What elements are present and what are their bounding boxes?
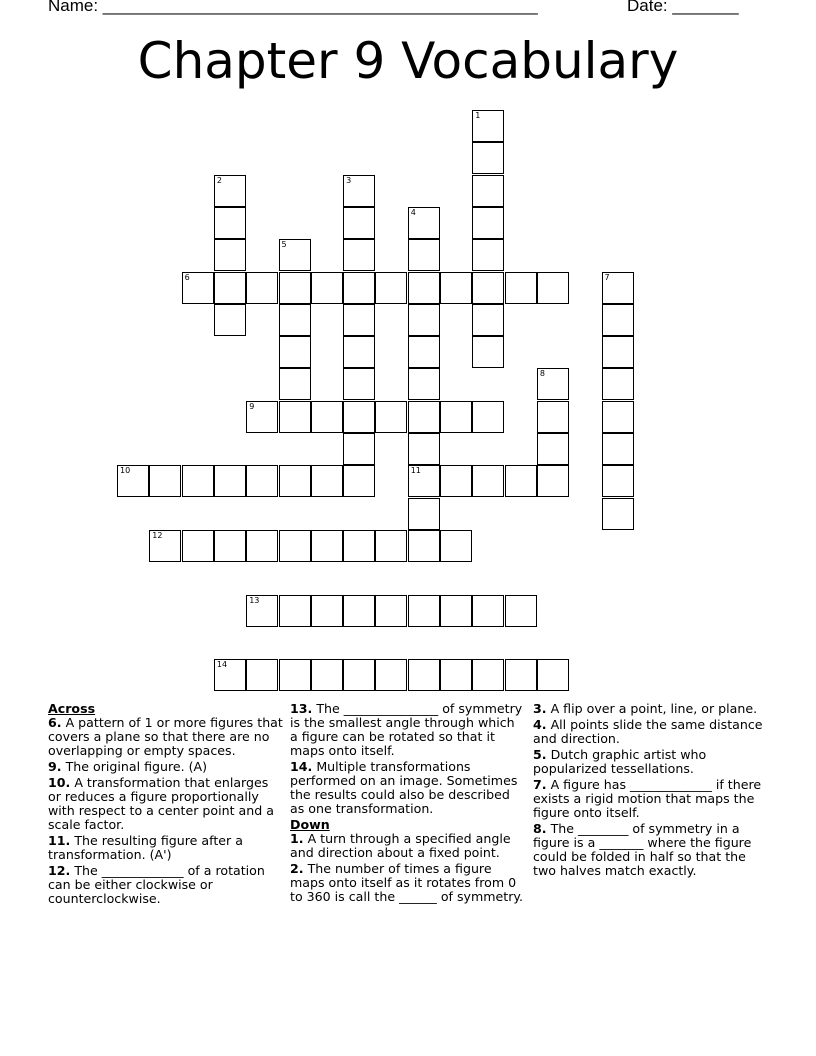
crossword-cell[interactable] [343, 659, 375, 691]
clue-down-1: 1. A turn through a specified angle and direction about a fixed point. [290, 831, 511, 860]
clue-down-7: 7. A figure has _____________ if there exists a rigid motion that maps the figure onto itself. [533, 777, 762, 820]
crossword-cell[interactable] [408, 304, 440, 336]
crossword-cell[interactable] [149, 465, 181, 497]
clue-number: 1 [475, 111, 481, 120]
crossword-cell[interactable] [375, 530, 407, 562]
clue-across-13: 13. The _______________ of symmetry is the smallest angle through which a figure can be rotated so that it maps onto itself. [290, 701, 523, 758]
clue-number: 5 [281, 240, 287, 250]
crossword-cell[interactable] [311, 272, 343, 304]
crossword-cell[interactable] [408, 401, 440, 433]
crossword-cell[interactable] [214, 304, 246, 336]
crossword-cell[interactable] [214, 465, 246, 497]
crossword-cell[interactable] [246, 595, 278, 627]
down-heading: Down [290, 817, 330, 832]
crossword-cell[interactable] [279, 595, 311, 627]
crossword-cell[interactable] [343, 368, 375, 400]
clue-number: 6 [184, 272, 190, 282]
crossword-cell[interactable] [602, 272, 634, 304]
clue-number: 3 [346, 175, 352, 185]
crossword-cell[interactable] [375, 401, 407, 433]
crossword-cell[interactable] [182, 272, 214, 304]
crossword-cell[interactable] [408, 498, 440, 530]
clue-column-1 [48, 702, 284, 908]
crossword-cell[interactable] [505, 595, 537, 627]
crossword-cell[interactable] [343, 272, 375, 304]
crossword-cell[interactable] [408, 530, 440, 562]
crossword-cell[interactable] [472, 239, 504, 271]
page-title: Chapter 9 Vocabulary [137, 32, 679, 90]
crossword-cell[interactable] [602, 433, 634, 465]
crossword-cell[interactable] [408, 659, 440, 691]
crossword-cell[interactable] [602, 465, 634, 497]
crossword-cell[interactable] [214, 659, 246, 691]
clue-down-3: 3. A flip over a point, line, or plane. [533, 701, 758, 716]
crossword-cell[interactable] [246, 659, 278, 691]
crossword-cell[interactable] [375, 659, 407, 691]
crossword-cell[interactable] [311, 595, 343, 627]
crossword-cell[interactable] [408, 465, 440, 497]
clue-number: 12 [152, 530, 163, 540]
crossword-cell[interactable] [472, 304, 504, 336]
crossword-cell[interactable] [537, 433, 569, 465]
clue-number: 13 [249, 595, 260, 605]
across-heading: Across [48, 701, 96, 716]
crossword-cell[interactable] [214, 207, 246, 239]
crossword-cell[interactable] [279, 530, 311, 562]
crossword-cell[interactable] [343, 530, 375, 562]
crossword-cell[interactable] [440, 272, 472, 304]
crossword-cell[interactable] [343, 401, 375, 433]
crossword-cell[interactable] [440, 530, 472, 562]
crossword-cell[interactable] [343, 239, 375, 271]
crossword-cell[interactable] [311, 465, 343, 497]
clue-down-4: 4. All points slide the same distance and direction. [533, 717, 763, 746]
crossword-cell[interactable] [408, 595, 440, 627]
crossword-cell[interactable] [246, 401, 278, 433]
crossword-cell[interactable] [311, 659, 343, 691]
crossword-cell[interactable] [246, 530, 278, 562]
crossword-cell[interactable] [279, 304, 311, 336]
crossword-cell[interactable] [311, 401, 343, 433]
crossword-cell[interactable] [472, 142, 504, 174]
crossword-cell[interactable] [279, 659, 311, 691]
crossword-cell[interactable] [440, 659, 472, 691]
crossword-cell[interactable] [440, 401, 472, 433]
clue-down-8: 8. The ________ of symmetry in a figure is a _______ where the figure could be folded in half so that the two halves match exactly. [533, 821, 752, 878]
crossword-cell[interactable] [602, 498, 634, 530]
crossword-cell[interactable] [537, 659, 569, 691]
crossword-cell[interactable] [472, 595, 504, 627]
crossword-cell[interactable] [408, 272, 440, 304]
clue-across-6: 6. A pattern of 1 or more figures that covers a plane so that there are no overlapping or empty spaces. [48, 715, 283, 758]
crossword-cell[interactable] [375, 595, 407, 627]
crossword-cell[interactable] [279, 239, 311, 271]
crossword-cell[interactable] [408, 336, 440, 368]
clue-number: 14 [216, 660, 228, 670]
crossword-cell[interactable] [472, 465, 504, 497]
name-field-label: Name: ______________________________________________ [48, 0, 538, 15]
crossword-cell[interactable] [343, 304, 375, 336]
crossword-cell[interactable] [214, 239, 246, 271]
crossword-cell[interactable] [279, 336, 311, 368]
clue-number: 7 [604, 272, 610, 282]
crossword-cell[interactable] [472, 401, 504, 433]
crossword-cell[interactable] [472, 207, 504, 239]
crossword-cell[interactable] [602, 304, 634, 336]
crossword-cell[interactable] [472, 659, 504, 691]
crossword-cell[interactable] [149, 530, 181, 562]
crossword-cell[interactable] [214, 175, 246, 207]
clue-column-2 [290, 702, 526, 906]
clue-down-5: 5. Dutch graphic artist who popularized tessellations. [533, 747, 707, 776]
crossword-cell[interactable] [505, 465, 537, 497]
crossword-cell[interactable] [537, 465, 569, 497]
crossword-cell[interactable] [182, 530, 214, 562]
crossword-cell[interactable] [343, 465, 375, 497]
crossword-cell[interactable] [279, 272, 311, 304]
crossword-cell[interactable] [472, 272, 504, 304]
crossword-cell[interactable] [440, 595, 472, 627]
crossword-cell[interactable] [602, 336, 634, 368]
crossword-cell[interactable] [311, 530, 343, 562]
clue-across-10: 10. A transformation that enlarges or reduces a figure proportionally with respect to a center point and a scale factor. [48, 775, 274, 832]
crossword-cell[interactable] [117, 465, 149, 497]
crossword-cell[interactable] [343, 336, 375, 368]
clue-across-9: 9. The original figure. (A) [48, 759, 208, 774]
clue-number: 4 [410, 207, 416, 217]
clue-across-14: 14. Multiple transformations performed on an image. Sometimes the results could also be described as one transformation. [290, 759, 518, 816]
crossword-cell[interactable] [343, 433, 375, 465]
clue-number: 11 [410, 466, 421, 476]
crossword-cell[interactable] [182, 465, 214, 497]
crossword-cell[interactable] [246, 272, 278, 304]
crossword-cell[interactable] [505, 659, 537, 691]
clue-column-3 [533, 702, 769, 880]
crossword-cell[interactable] [279, 368, 311, 400]
crossword-cell[interactable] [537, 272, 569, 304]
crossword-cell[interactable] [408, 433, 440, 465]
crossword-cell[interactable] [279, 465, 311, 497]
crossword-cell[interactable] [537, 401, 569, 433]
crossword-cell[interactable] [537, 368, 569, 400]
crossword-cell[interactable] [472, 110, 504, 142]
crossword-cell[interactable] [375, 272, 407, 304]
clue-number: 2 [216, 175, 222, 185]
clue-number: 9 [249, 401, 255, 411]
crossword-cell[interactable] [343, 207, 375, 239]
crossword-cell[interactable] [408, 207, 440, 239]
clue-down-2: 2. The number of times a figure maps onto itself as it rotates from 0 to 360 is call the ______ of symmetry. [290, 861, 524, 904]
crossword-cell[interactable] [602, 368, 634, 400]
crossword-cell[interactable] [472, 336, 504, 368]
crossword-cell[interactable] [472, 175, 504, 207]
crossword-cell[interactable] [505, 272, 537, 304]
clue-number: 10 [120, 466, 131, 476]
clue-across-11: 11. The resulting figure after a transformation. (A') [48, 833, 243, 862]
crossword-cell[interactable] [343, 595, 375, 627]
crossword-cell[interactable] [408, 239, 440, 271]
crossword-cell[interactable] [440, 465, 472, 497]
crossword-cell[interactable] [214, 530, 246, 562]
date-field-label: Date: _______ [627, 0, 739, 15]
crossword-cell[interactable] [408, 368, 440, 400]
crossword-cell[interactable] [343, 175, 375, 207]
crossword-cell[interactable] [279, 401, 311, 433]
clue-number: 8 [539, 369, 545, 379]
crossword-cell[interactable] [214, 272, 246, 304]
crossword-cell[interactable] [246, 465, 278, 497]
clue-across-12: 12. The _____________ of a rotation can be either clockwise or counterclockwise. [48, 863, 265, 906]
crossword-cell[interactable] [602, 401, 634, 433]
